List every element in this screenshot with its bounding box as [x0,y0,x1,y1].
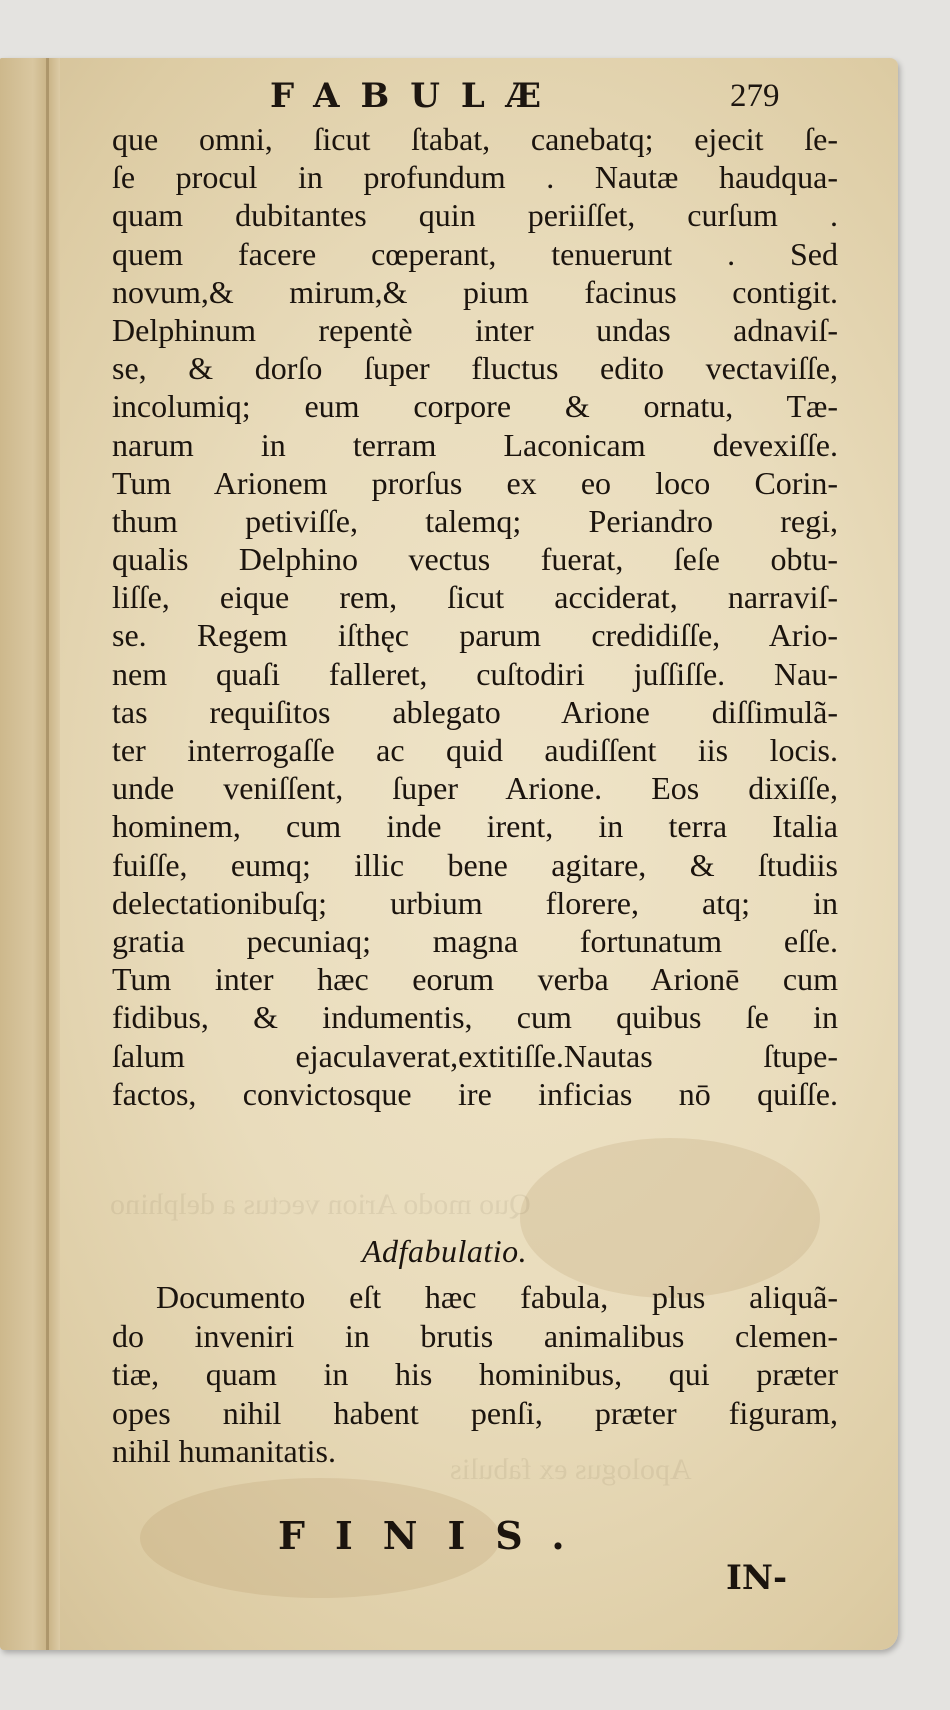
paper-stain [520,1138,820,1298]
text-line: fidibus, & indumentis, cum quibus ſe in [112,999,838,1036]
text-line: thum petiviſſe, talemq; Periandro regi, [112,502,838,539]
adfabulatio-heading: Adfabulatio. [362,1233,528,1269]
text-line: se, & dorſo ſuper fluctus edito vectaviſſe, [112,350,838,387]
running-title: FABULÆ [270,76,562,116]
text-line: quam dubitantes quin periiſſet, curſum . [112,197,838,234]
adfabulatio-line: Documento eſt hæc fabula, plus aliquã- [156,1279,838,1315]
adfabulatio-text [112,1278,838,1471]
adfabulatio-line: tiæ, quam in his hominibus, qui præter [112,1356,838,1393]
text-line: hominem, cum inde irent, in terra Italia [112,808,838,845]
text-line: que omni, ſicut ſtabat, canebatq; ejecit ſe- [112,121,838,157]
fable-body-text [112,120,838,1113]
text-line: novum,& mirum,& pium facinus contigit. [112,273,838,310]
text-line: ſe procul in profundum . Nautæ haudqua- [112,159,838,196]
adfabulatio-line: opes nihil habent penſi, præter figuram, [112,1394,838,1431]
text-line: nem quaſi falleret, cuſtodiri juſſiſſe. Nau- [112,655,838,692]
book-page [0,58,898,1650]
text-line: delectationibuſq; urbium florere, atq; in [112,884,838,921]
text-line: Delphinum repentè inter undas adnaviſ- [112,311,838,348]
page-gutter [0,58,60,1650]
text-line: unde veniſſent, ſuper Arione. Eos dixiſſe, [112,770,838,807]
text-line: ſalum ejaculaverat,extitiſſe.Nautas ſtupe- [112,1037,838,1074]
page-number: 279 [730,78,780,114]
text-line: liſſe, eique rem, ſicut acciderat, narraviſ- [112,579,838,616]
text-line: qualis Delphino vectus fuerat, ſeſe obtu- [112,541,838,578]
text-line: ter interrogaſſe ac quid audiſſent iis locis. [112,732,838,768]
text-line: factos, convictosque ire inficias nō quiſſe. [112,1075,838,1112]
catchword: IN- [726,1558,788,1598]
text-line: narum in terram Laconicam devexiſſe. [112,426,838,463]
text-line: Tum Arionem prorſus ex eo loco Corin- [112,464,838,501]
text-line: quem facere cœperant, tenuerunt . Sed [112,235,838,272]
text-line: tas requiſitos ablegato Arione diſſimulã- [112,693,838,730]
text-line: Tum inter hæc eorum verba Arionē cum [112,961,838,998]
text-line: fuiſſe, eumq; illic bene agitare, & ſtudiis [112,846,838,883]
show-through-text: Quo modo Arion vectus a delphino [110,1188,531,1221]
show-through-text: Apologus ex fabulis [450,1453,692,1486]
text-line: gratia pecuniaq; magna fortunatum eſſe. [112,922,838,959]
adfabulatio-line: nihil humanitatis. [112,1433,336,1470]
gutter-fold [46,58,49,1650]
text-line: se. Regem iſthęc parum credidiſſe, Ario- [112,617,838,654]
text-line: incolumiq; eum corpore & ornatu, Tæ- [112,388,838,425]
adfabulatio-line: do inveniri in brutis animalibus clemen- [112,1317,838,1354]
finis-mark: FINIS. [278,1513,595,1558]
